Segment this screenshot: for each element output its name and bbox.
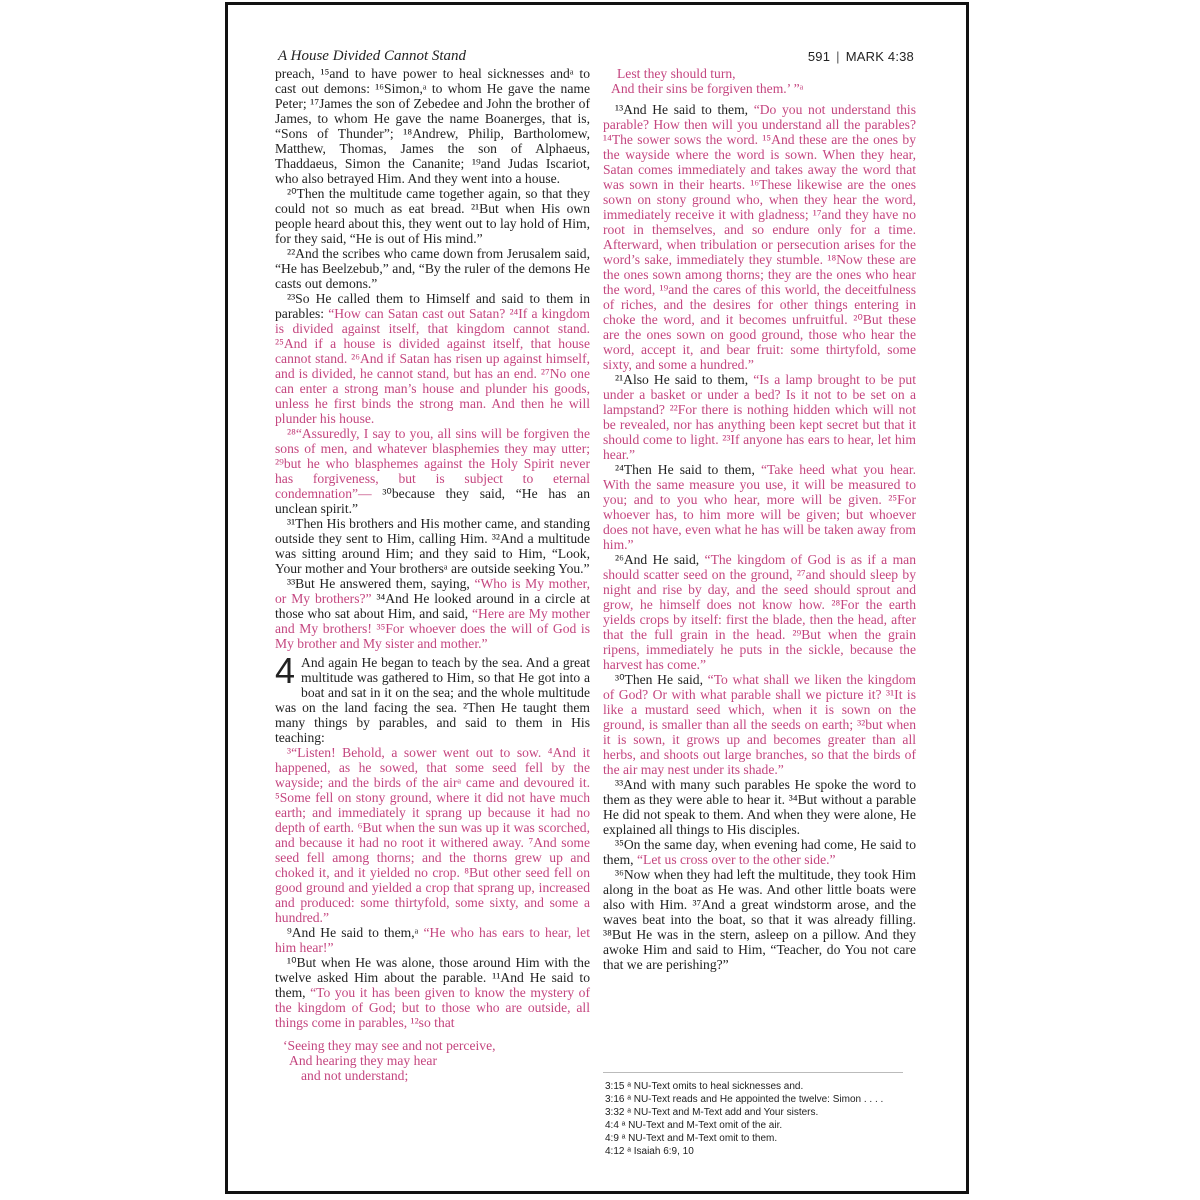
narrative-text: ³⁵On the same day, when evening had come, He said to them, <box>603 837 916 867</box>
verse-paragraph <box>275 955 590 1030</box>
verse-paragraph: preach, ¹⁵and to have power to heal sicknesses andᵃ to cast out demons: ¹⁶Simon,ᵃ to whom He gave the name Peter; ¹⁷James the son of Zebedee and John the brother of James, to whom He gave the name Boanerges, that is, “Sons of Thunder”; ¹⁸Andrew, Philip, Bartholomew, Matthew, Thomas, James the son of Alphaeus, Thaddaeus, Simon the Cananite; ¹⁹and Judas Iscariot, who also betrayed Him. And they went into a house. <box>275 66 590 186</box>
verse-paragraph: ³“Listen! Behold, a sower went out to sow. ⁴And it happened, as he sowed, that some seed fell by the wayside; and the birds of the airᵃ came and devoured it. ⁵Some fell on stony ground, where it did not have much earth; and immediately it sprang up because it had no depth of earth. ⁶But when the sun was up it was scorched, and because it had no root it withered away. ⁷And some seed fell among thorns; and the thorns grew up and choked it, and it yielded no crop. ⁸But other seed fell on good ground and yielded a crop that sprang up, increased and produced: some thirtyfold, some sixty, and some a hundred.” <box>275 745 590 925</box>
right-column <box>603 66 916 972</box>
red-letter-text: “To what shall we liken the kingdom of God? Or with what parable shall we picture it? ³¹It is like a mustard seed which, when it is sown on the ground, is smaller than all the seeds on earth; ³²but when it is sown, it grows up and becomes greater than all herbs, and shoots out large branches, so that the birds of the air may nest under its shade.” <box>603 672 916 777</box>
poetry-quote <box>603 66 916 96</box>
verse-paragraph: ³⁶Now when they had left the multitude, they took Him along in the boat as He was. And other little boats were also with Him. ³⁷And a great windstorm arose, and the waves beat into the boat, so that it was already filling. ³⁸But He was in the stern, asleep on a pillow. And they awoke Him and said to Him, “Teacher, do You not care that we are perishing?” <box>603 867 916 972</box>
poem-line: and not understand; <box>301 1068 409 1083</box>
narrative-text: ²⁶And He said, <box>615 552 705 567</box>
narrative-text: ¹⁰But when He was alone, those around Him with the twelve asked Him about the parable. ¹¹And He said to them, <box>275 955 590 1000</box>
narrative-text: ⁹And He said to them,ᵃ <box>287 925 424 940</box>
left-column <box>275 66 590 1089</box>
narrative-text: ¹³And He said to them, <box>615 102 754 117</box>
poem-line: And their sins be forgiven them.’ ”ᵃ <box>611 81 804 96</box>
red-letter-text: “To you it has been given to know the mystery of the kingdom of God; but to those who are outside, all things come in parables, ¹²so that <box>275 985 590 1030</box>
red-letter-text: “Do you not understand this parable? How then will you understand all the parables? ¹⁴The sower sows the word. ¹⁵And these are the ones by the wayside where the word is sown. When they hear, Satan comes immediately and takes away the word that was sown in their hearts. ¹⁶These likewise are the ones sown on stony ground who, when they hear the word, immediately receive it with gladness; ¹⁷and they have no root in themselves, and so endure only for a time. Afterward, when tribulation or persecution arises for the word’s sake, immediately they stumble. ¹⁸Now these are the ones sown among thorns; they are the ones who hear the word, ¹⁹and the cares of this world, the deceitfulness of riches, and the desires for other things entering in choke the word, and it becomes unfruitful. ²⁰But these are the ones sown on good ground, those who hear the word, accept it, and bear fruit: some thirtyfold, some sixty, and some a hundred.” <box>603 102 916 372</box>
narrative-text: ²⁴Then He said to them, <box>615 462 761 477</box>
chapter-start-paragraph <box>275 650 590 745</box>
red-letter-text: “Take heed what you hear. With the same measure you use, it will be measured to you; and to you who hear, more will be given. ²⁵For whoever has, to him more will be given; but whoever does not have, even what he has will be taken away from him.” <box>603 462 916 552</box>
page-number: 591 <box>807 49 831 64</box>
verse-paragraph <box>603 672 916 777</box>
red-letter-text: “The kingdom of God is as if a man should scatter seed on the ground, ²⁷and should sleep by night and rise by day, and the seed should sprout and grow, he himself does not know how. ²⁸For the earth yields crops by itself: first the blade, then the head, after that the full grain in the head. ²⁹But when the grain ripens, immediately he puts in the sickle, because the harvest has come.” <box>603 552 916 672</box>
verse-paragraph: ²⁰Then the multitude came together again, so that they could not so much as eat bread. ²¹But when His own people heard about this, they went out to lay hold of Him, for they said, “He is out of His mind.” <box>275 186 590 246</box>
poetry-quote <box>275 1038 590 1083</box>
verse-paragraph: ³¹Then His brothers and His mother came, and standing outside they sent to Him, calling Him. ³²And a multitude was sitting around Him; and they said to Him, “Look, Your mother and Your brothersᵃ are outside seeking You.” <box>275 516 590 576</box>
verse-paragraph <box>603 462 916 552</box>
footnote: 3:15 ᵃ NU-Text omits to heal sicknesses and. <box>605 1081 804 1092</box>
chapter-number: 4 <box>275 650 296 691</box>
verse-paragraph <box>603 552 916 672</box>
footnote: 4:12 ᵃ Isaiah 6:9, 10 <box>605 1146 694 1157</box>
footnote: 3:32 ᵃ NU-Text and M-Text add and Your sisters. <box>605 1107 819 1118</box>
narrative-text: ³⁰Then He said, <box>615 672 708 687</box>
poem-line: ‘Seeing they may see and not perceive, <box>283 1038 496 1053</box>
verse-paragraph <box>603 837 916 867</box>
red-letter-text: “Let us cross over to the other side.” <box>636 852 836 867</box>
narrative-text: ²¹Also He said to them, <box>615 372 754 387</box>
footnote: 4:4 ᵃ NU-Text and M-Text omit of the air. <box>605 1120 783 1131</box>
verse-paragraph: ³³And with many such parables He spoke the word to them as they were able to hear it. ³⁴But without a parable He did not speak to them. And when they were alone, He explained all things to His disciples. <box>603 777 916 837</box>
footnote-divider <box>603 1072 903 1073</box>
poem-line: And hearing they may hear <box>289 1053 437 1068</box>
narrative-text: ²³So He called them to Himself and said to them in parables: <box>275 291 590 321</box>
footnotes <box>605 1080 905 1158</box>
narrative-text: ³⁴And He looked around in a circle at those who sat about Him, and said, <box>275 591 590 621</box>
verse-paragraph <box>603 102 916 372</box>
red-letter-text: “Who is My mother, or My brothers?” <box>275 576 590 606</box>
verse-paragraph <box>275 925 590 955</box>
footnote: 3:16 ᵃ NU-Text reads and He appointed the twelve: Simon . . . . <box>605 1094 884 1105</box>
header-divider: | <box>836 49 840 64</box>
red-letter-text: “How can Satan cast out Satan? ²⁴If a kingdom is divided against itself, that kingdom cannot stand. ²⁵And if a house is divided against itself, that house cannot stand. ²⁶And if Satan has risen up against himself, and is divided, he cannot stand, but has an end. ²⁷No one can enter a strong man’s house and plunder his goods, unless he first binds the strong man. And then he will plunder his house. <box>275 306 590 426</box>
red-letter-text: ²⁸“Assuredly, I say to you, all sins will be forgiven the sons of men, and whatever blasphemies they may utter; ²⁹but he who blasphemes against the Holy Spirit never has forgiveness, but is subject to eternal condemnation”— <box>275 426 590 501</box>
page-header-reference <box>808 49 914 64</box>
verse-paragraph <box>275 576 590 651</box>
narrative-text: ³³But He answered them, saying, <box>287 576 475 591</box>
poem-line: Lest they should turn, <box>617 66 736 81</box>
verse-paragraph <box>603 372 916 462</box>
footnote: 4:9 ᵃ NU-Text and M-Text omit to them. <box>605 1133 778 1144</box>
red-letter-text: “Here are My mother and My brothers! ³⁵For whoever does the will of God is My brother and My sister and mother.” <box>275 606 590 651</box>
running-reference: MARK 4:38 <box>845 49 914 64</box>
narrative-text: And again He began to teach by the sea. And a great multitude was gathered to Him, so that He got into a boat and sat in it on the sea; and the whole multitude was on the land facing the sea. ²Then He taught them many things by parables, and said to them in His teaching: <box>275 655 590 745</box>
verse-paragraph <box>275 426 590 516</box>
narrative-text: ³⁰because they said, “He has an unclean spirit.” <box>275 486 590 516</box>
red-letter-text: “Is a lamp brought to be put under a basket or under a bed? Is it not to be set on a lampstand? ²²For there is nothing hidden which will not be revealed, nor has anything been kept secret but that it should come to light. ²³If anyone has ears to hear, let him hear.” <box>603 372 916 462</box>
verse-paragraph <box>275 291 590 426</box>
verse-paragraph: ²²And the scribes who came down from Jerusalem said, “He has Beelzebub,” and, “By the ruler of the demons He casts out demons.” <box>275 246 590 291</box>
section-heading: A House Divided Cannot Stand <box>278 48 467 64</box>
red-letter-text: “He who has ears to hear, let him hear!” <box>275 925 590 955</box>
